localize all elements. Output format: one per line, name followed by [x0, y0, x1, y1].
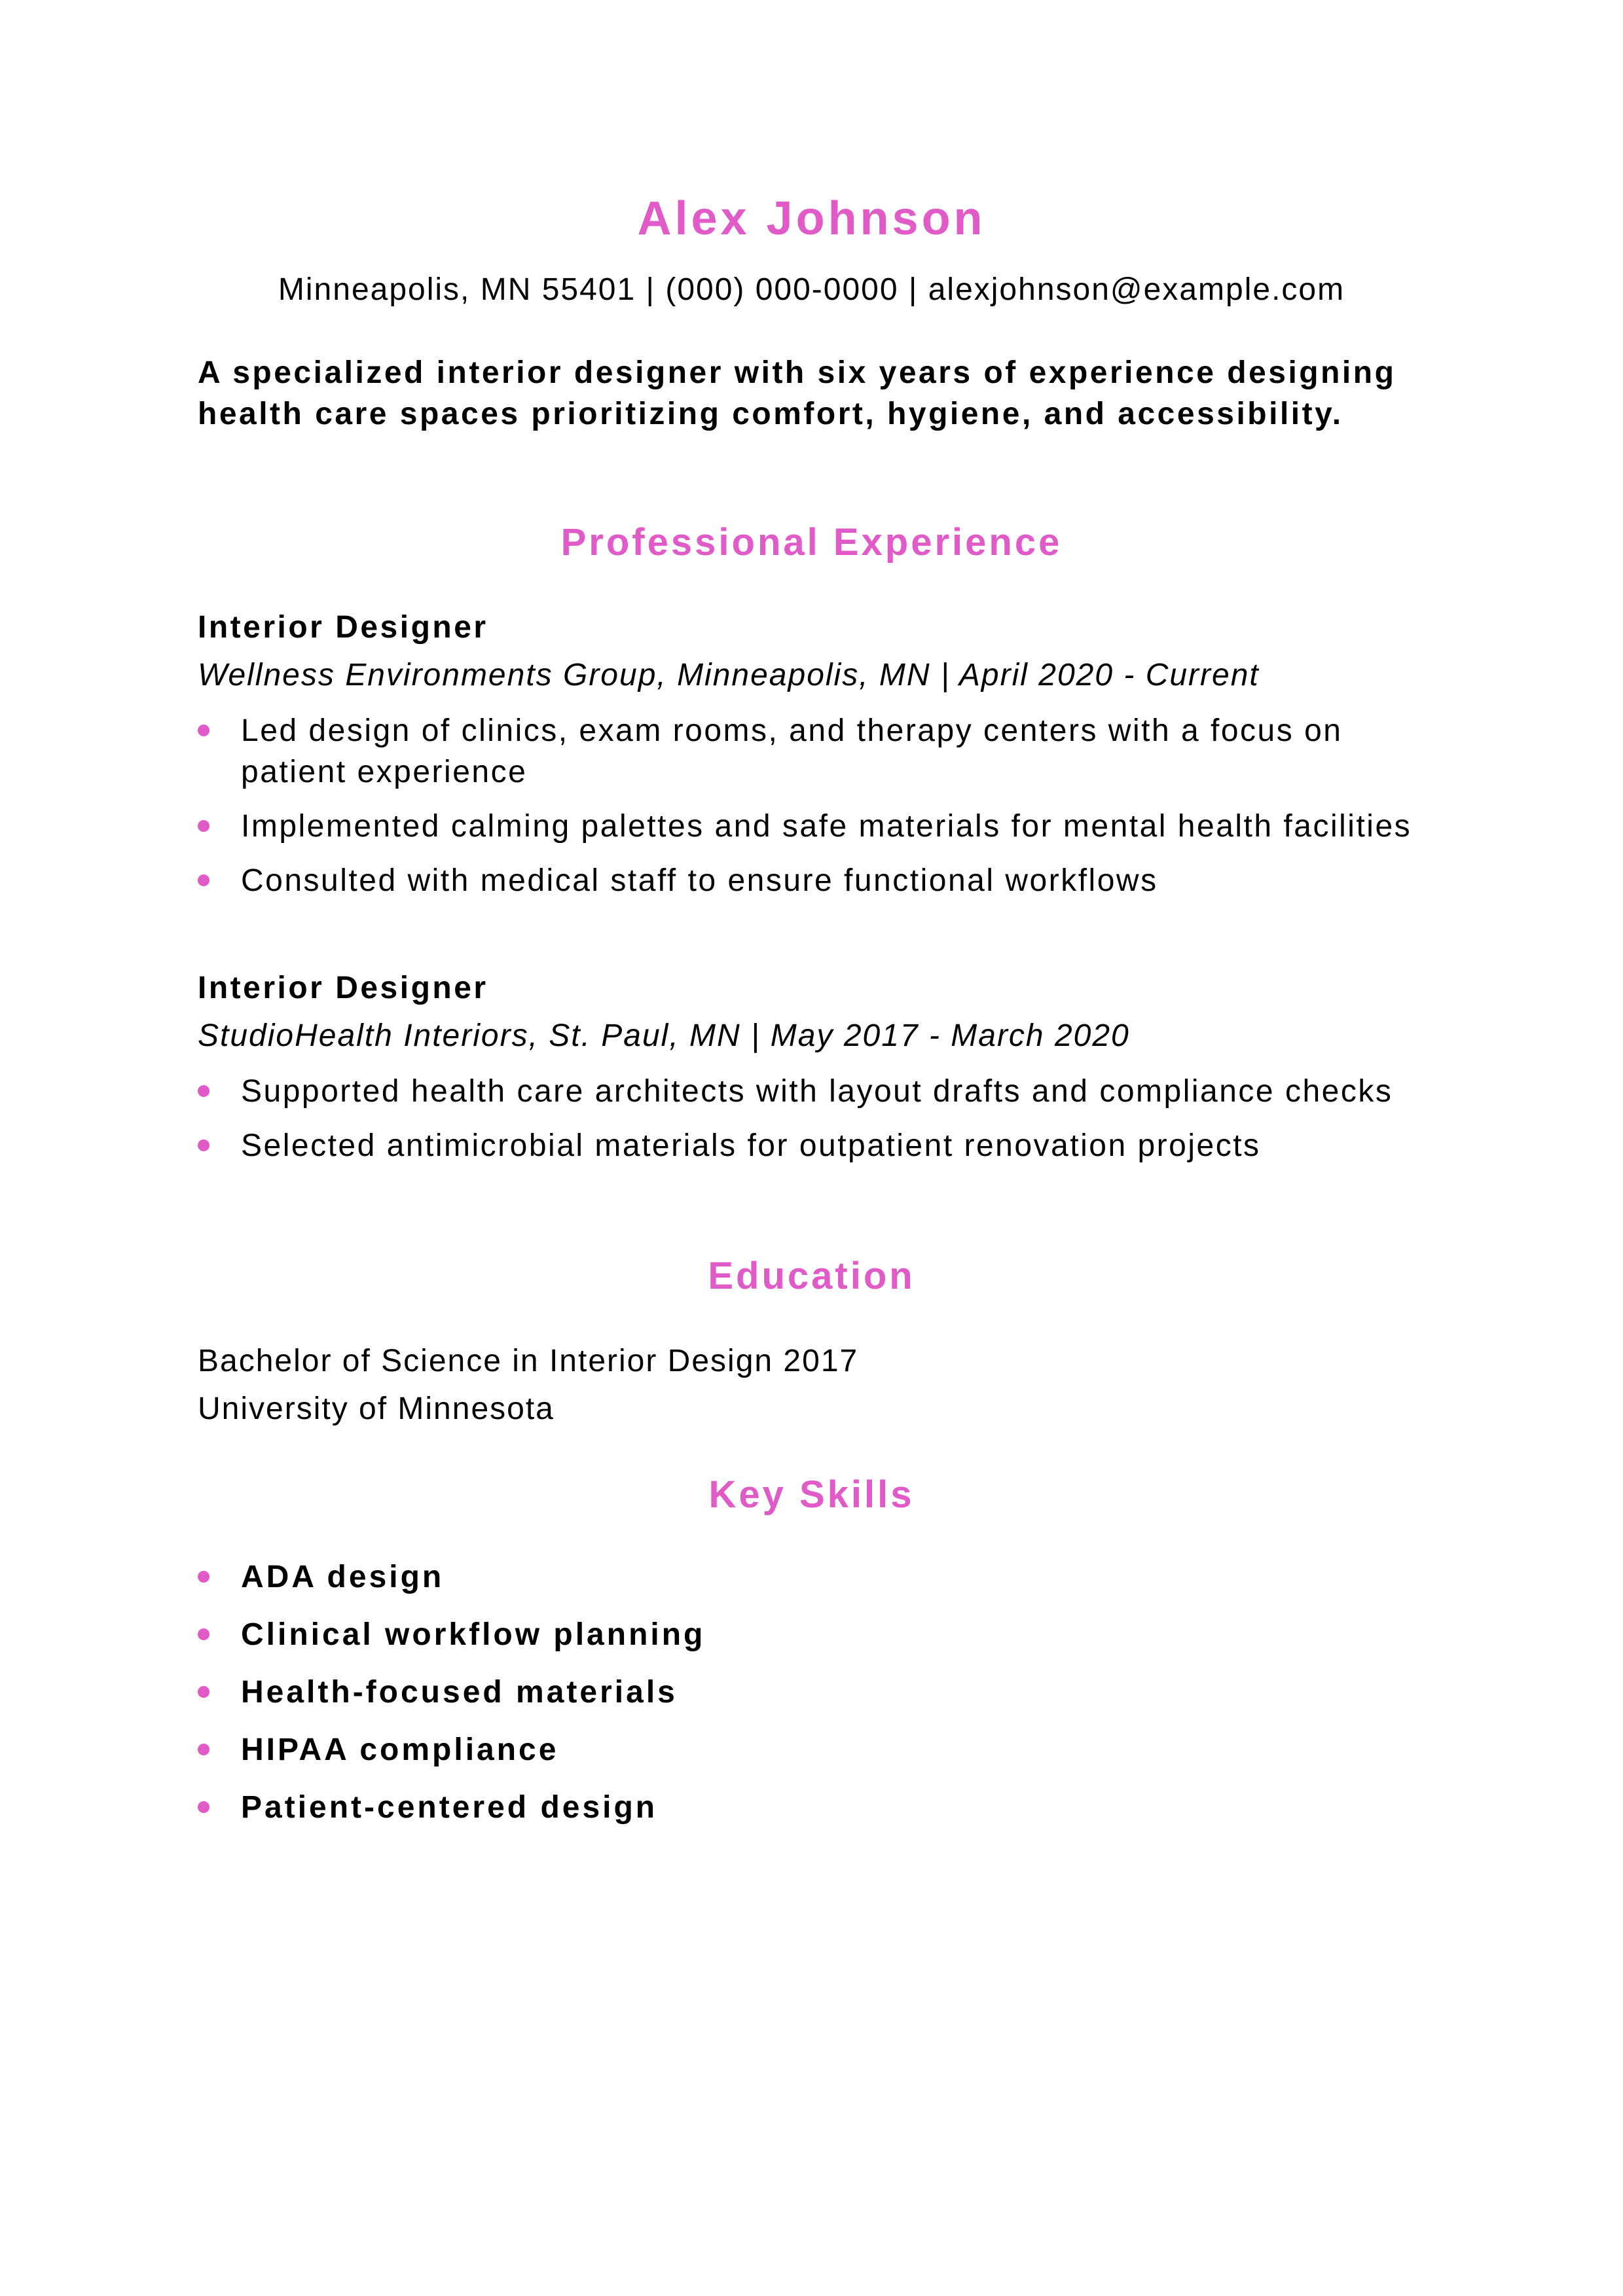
job-title: Interior Designer — [198, 971, 488, 1005]
list-item — [198, 1556, 1442, 1598]
skill-text: Clinical workflow planning — [241, 1617, 706, 1652]
bullet-dot-icon — [198, 820, 210, 832]
bullet-text: Consulted with medical staff to ensure functional workflows — [241, 863, 1158, 898]
bullet-text: Implemented calming palettes and safe materials for mental health facilities — [241, 809, 1412, 844]
professional-summary: A specialized interior designer with six years of experience designing health care spaces prioritizing comfort, hygiene, and accessibility. — [198, 355, 1396, 431]
bullet-dot-icon — [198, 725, 210, 736]
list-item — [198, 1729, 1442, 1770]
bullet-dot-icon — [198, 874, 210, 886]
job-bullets — [198, 710, 1442, 914]
job-bullets — [198, 1071, 1442, 1179]
bullet-text: Selected antimicrobial materials for outpatient renovation projects — [241, 1128, 1261, 1163]
contact-line: Minneapolis, MN 55401 | (000) 000-0000 | alexjohnson@example.com — [278, 272, 1345, 307]
list-item — [198, 1614, 1442, 1655]
list-item — [198, 710, 1442, 793]
bullet-dot-icon — [198, 1744, 210, 1755]
skills-list — [198, 1556, 1442, 1844]
candidate-name: Alex Johnson — [637, 192, 986, 245]
skills-heading: Key Skills — [708, 1473, 915, 1516]
list-item — [198, 806, 1442, 847]
list-item — [198, 1787, 1442, 1828]
skill-text: ADA design — [241, 1560, 445, 1594]
list-item — [198, 1672, 1442, 1713]
job-employer-dates: StudioHealth Interiors, St. Paul, MN | May 2017 - March 2020 — [198, 1018, 1130, 1053]
education-school: University of Minnesota — [198, 1391, 555, 1426]
bullet-text: Supported health care architects with layout drafts and compliance checks — [241, 1074, 1393, 1109]
job-title: Interior Designer — [198, 610, 488, 645]
bullet-dot-icon — [198, 1628, 210, 1640]
skill-text: Patient-centered design — [241, 1790, 658, 1825]
education-heading: Education — [708, 1255, 915, 1297]
bullet-dot-icon — [198, 1085, 210, 1097]
list-item — [198, 860, 1442, 901]
experience-heading: Professional Experience — [560, 521, 1063, 564]
bullet-dot-icon — [198, 1571, 210, 1583]
list-item — [198, 1071, 1442, 1112]
bullet-dot-icon — [198, 1686, 210, 1698]
bullet-dot-icon — [198, 1801, 210, 1813]
job-employer-dates: Wellness Environments Group, Minneapolis, MN | April 2020 - Current — [198, 658, 1260, 692]
education-degree: Bachelor of Science in Interior Design 2017 — [198, 1344, 859, 1378]
skill-text: HIPAA compliance — [241, 1732, 559, 1767]
list-item — [198, 1125, 1442, 1166]
skill-text: Health-focused materials — [241, 1675, 678, 1710]
bullet-dot-icon — [198, 1139, 210, 1151]
bullet-text: Led design of clinics, exam rooms, and therapy centers with a focus on patient experience — [241, 713, 1343, 789]
